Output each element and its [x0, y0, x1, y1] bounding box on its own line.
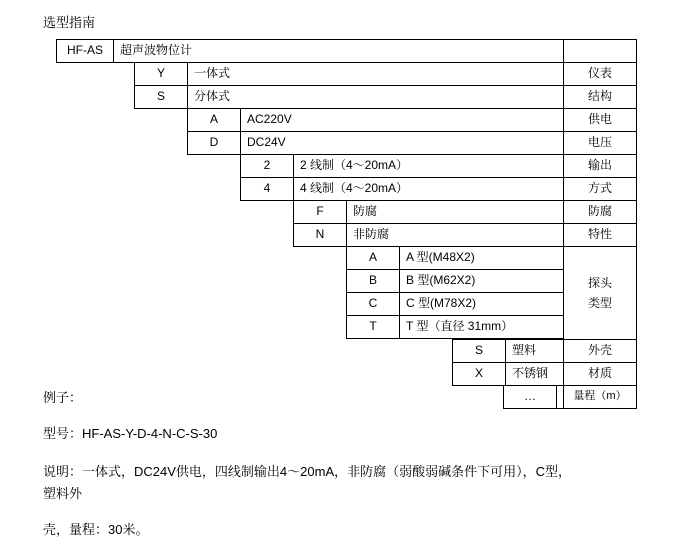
right-label-blank-1 [563, 39, 637, 63]
structure-desc-s: 分体式 [187, 85, 564, 109]
indent-output [57, 155, 241, 201]
chart-group-probe [57, 247, 637, 340]
chart-row-voltage-a [188, 109, 637, 132]
chart-group-voltage [57, 109, 637, 155]
probe-desc-t: T 型（直径 31mm） [399, 315, 564, 339]
example-heading: 例子： [43, 390, 83, 405]
right-label-supply: 供电 [563, 108, 637, 132]
voltage-desc-d: DC24V [240, 131, 564, 155]
chart-row-housing-x [453, 363, 637, 386]
right-label-housing: 外壳 [563, 339, 637, 363]
series-code: HF-AS [56, 39, 114, 63]
right-label-property: 特性 [563, 223, 637, 247]
structure-code-y: Y [134, 62, 188, 86]
example-note-line-2: 塑料外 [43, 486, 83, 501]
indent-housing [57, 340, 453, 386]
chart-row-probe-a [347, 247, 564, 270]
page-title: 选型指南 [43, 15, 96, 30]
right-label-probe-type-text: 探头 类型 [587, 276, 612, 310]
chart-row-corrosion-n [294, 224, 637, 247]
voltage-code-a: A [187, 108, 241, 132]
structure-desc-y: 一体式 [187, 62, 564, 86]
chart-row-structure-y [135, 63, 637, 86]
probe-desc-b: B 型(M62X2) [399, 269, 564, 293]
chart-row-output-2 [241, 155, 637, 178]
chart-row-housing-s [453, 340, 637, 363]
probe-code-a: A [346, 246, 400, 270]
corrosion-desc-f: 防腐 [346, 200, 564, 224]
chart-group-structure [57, 63, 637, 109]
model-selection-chart [57, 40, 637, 409]
example-note-text-1: 一体式，DC24V供电，四线制输出4～20mA，非防腐（弱酸弱碱条件下可用），C型， [82, 464, 572, 479]
output-desc-2: 2 线制（4～20mA） [293, 154, 564, 178]
chart-group-housing [57, 340, 637, 386]
output-code-2: 2 [240, 154, 294, 178]
right-label-probe-type [563, 246, 637, 340]
example-note-line-1 [43, 462, 571, 482]
voltage-desc-a: AC220V [240, 108, 564, 132]
chart-group-range [57, 386, 637, 409]
example-note-label: 说明： [43, 464, 83, 479]
example-model-value: HF-AS-Y-D-4-N-C-S-30 [82, 426, 218, 441]
output-code-4: 4 [240, 177, 294, 201]
probe-desc-a: A 型(M48X2) [399, 246, 564, 270]
probe-code-b: B [346, 269, 400, 293]
right-label-output: 输出 [563, 154, 637, 178]
probe-desc-c: C 型(M78X2) [399, 292, 564, 316]
right-label-mode: 方式 [563, 177, 637, 201]
indent-structure [57, 63, 135, 109]
chart-row-series [57, 40, 637, 63]
chart-row-probe-c [347, 293, 564, 316]
chart-row-probe-b [347, 270, 564, 293]
right-label-material: 材质 [563, 362, 637, 386]
indent-range [57, 386, 504, 409]
chart-group-output [57, 155, 637, 201]
example-model-label: 型号： [43, 426, 83, 441]
example-model-line [43, 424, 217, 444]
right-label-anticorrosion: 防腐 [563, 200, 637, 224]
chart-row-output-4 [241, 178, 637, 201]
probe-code-t: T [346, 315, 400, 339]
indent-probe [57, 247, 347, 340]
series-desc: 超声波物位计 [113, 39, 564, 63]
corrosion-desc-n: 非防腐 [346, 223, 564, 247]
housing-desc-x: 不锈钢 [505, 362, 564, 386]
right-label-range: 量程（m） [563, 385, 637, 409]
chart-row-probe-t [347, 316, 564, 339]
right-label-instrument: 仪表 [563, 62, 637, 86]
chart-row-corrosion-f [294, 201, 637, 224]
housing-code-s: S [452, 339, 506, 363]
chart-row-range [504, 386, 637, 409]
indent-corrosion [57, 201, 294, 247]
output-desc-4: 4 线制（4～20mA） [293, 177, 564, 201]
structure-code-s: S [134, 85, 188, 109]
chart-row-structure-s [135, 86, 637, 109]
housing-desc-s: 塑料 [505, 339, 564, 363]
corrosion-code-f: F [293, 200, 347, 224]
corrosion-code-n: N [293, 223, 347, 247]
voltage-code-d: D [187, 131, 241, 155]
range-code: … [503, 385, 557, 409]
right-label-voltage: 电压 [563, 131, 637, 155]
right-label-structure: 结构 [563, 85, 637, 109]
example-note-line-3: 壳，量程：30米。 [43, 522, 149, 537]
indent-voltage [57, 109, 188, 155]
chart-row-voltage-d [188, 132, 637, 155]
probe-code-c: C [346, 292, 400, 316]
chart-group-corrosion [57, 201, 637, 247]
housing-code-x: X [452, 362, 506, 386]
